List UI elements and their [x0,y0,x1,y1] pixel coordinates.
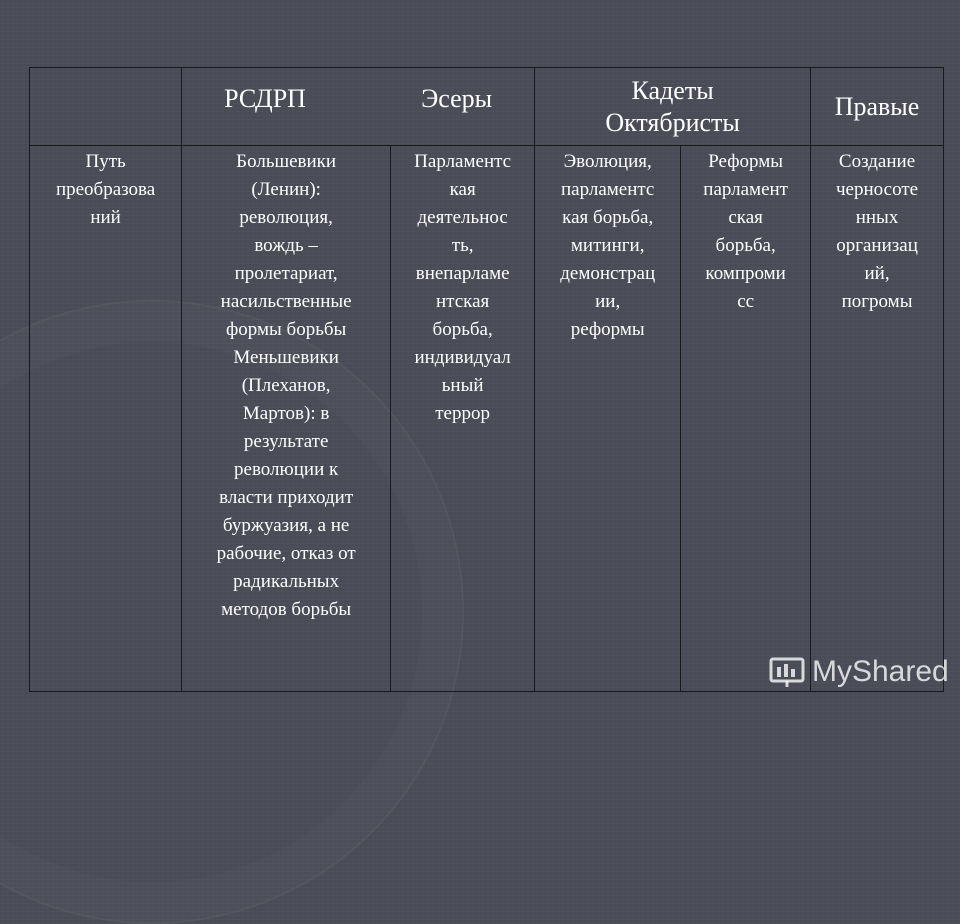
pravye-line: погромы [841,291,913,312]
header-rsdrp-esery [182,68,535,146]
header-esery: Эсеры [421,83,493,113]
parties-comparison-table [29,67,944,692]
row-label-line: Путь [85,151,126,172]
header-oktyabristy: Октябристы [605,107,740,137]
row-label-cell [30,146,182,692]
header-empty-cell [30,68,182,146]
kadety-line: реформы [570,319,645,340]
rsdrp-line: революция, [239,207,333,228]
header-rsdrp: РСДРП [224,83,306,113]
rsdrp-line: (Плеханов, [241,375,331,396]
pravye-cell [811,146,944,692]
esery-line: деятельнос [417,207,508,228]
presentation-board-icon [768,655,806,689]
kadety-line: демонстрац [560,263,656,284]
rsdrp-line: насильственные [220,291,352,312]
rsdrp-line: формы борьбы [225,319,347,340]
table-header-row [30,68,944,146]
esery-line: борьба, [432,319,493,340]
rsdrp-cell [182,146,391,692]
rsdrp-line: власти приходит [219,487,354,508]
rsdrp-line: методов борьбы [221,599,352,620]
watermark-text: MyShared [812,655,949,688]
kadety-line: митинги, [570,235,645,256]
esery-line: нтская [436,291,490,312]
pravye-line: нных [855,207,899,228]
kadety-line: Эволюция, [563,151,652,172]
header-kadety: Кадеты [631,75,714,105]
rsdrp-line: вождь – [254,235,318,256]
kadety-cell [535,146,681,692]
esery-cell [391,146,535,692]
myshared-watermark [768,655,949,689]
rsdrp-line: результате [243,431,329,452]
kadety-line: кая борьба, [562,207,654,228]
rsdrp-line: Мартов): в [242,403,330,424]
kadety-line: ии, [595,291,621,312]
oktyabristy-line: ская [728,207,763,228]
oktyabristy-cell [681,146,811,692]
table-row [30,146,944,692]
header-kadety-oktyabristy [535,68,811,146]
esery-line: террор [435,403,490,424]
kadety-line: парламентс [561,179,655,200]
header-pravye-label: Правые [834,91,920,121]
esery-line: ть, [451,235,474,256]
esery-line: внепарламе [415,263,510,284]
rsdrp-line: Большевики [236,151,337,172]
pravye-line: Создание [838,151,916,172]
rsdrp-line: буржуазия, а не [222,515,350,536]
pravye-line: организац [836,235,918,256]
esery-line: кая [449,179,476,200]
rsdrp-line: революции к [234,459,339,480]
oktyabristy-line: парламент [703,179,788,200]
pravye-line: черносоте [836,179,919,200]
rsdrp-line: Меньшевики [233,347,339,368]
esery-line: ьный [441,375,484,396]
row-label-line: преобразова [55,179,156,200]
oktyabristy-line: борьба, [715,235,776,256]
oktyabristy-line: компроми [705,263,786,284]
oktyabristy-line: сс [737,291,755,312]
header-pravye [811,68,944,146]
esery-line: Парламентс [414,151,512,172]
rsdrp-line: пролетариат, [234,263,338,284]
esery-line: индивидуал [414,347,511,368]
oktyabristy-line: Реформы [708,151,784,172]
rsdrp-line: рабочие, отказ от [216,543,356,564]
pravye-line: ий, [864,263,890,284]
row-label-line: ний [90,207,121,228]
rsdrp-line: (Ленин): [251,179,321,200]
rsdrp-line: радикальных [233,571,340,592]
